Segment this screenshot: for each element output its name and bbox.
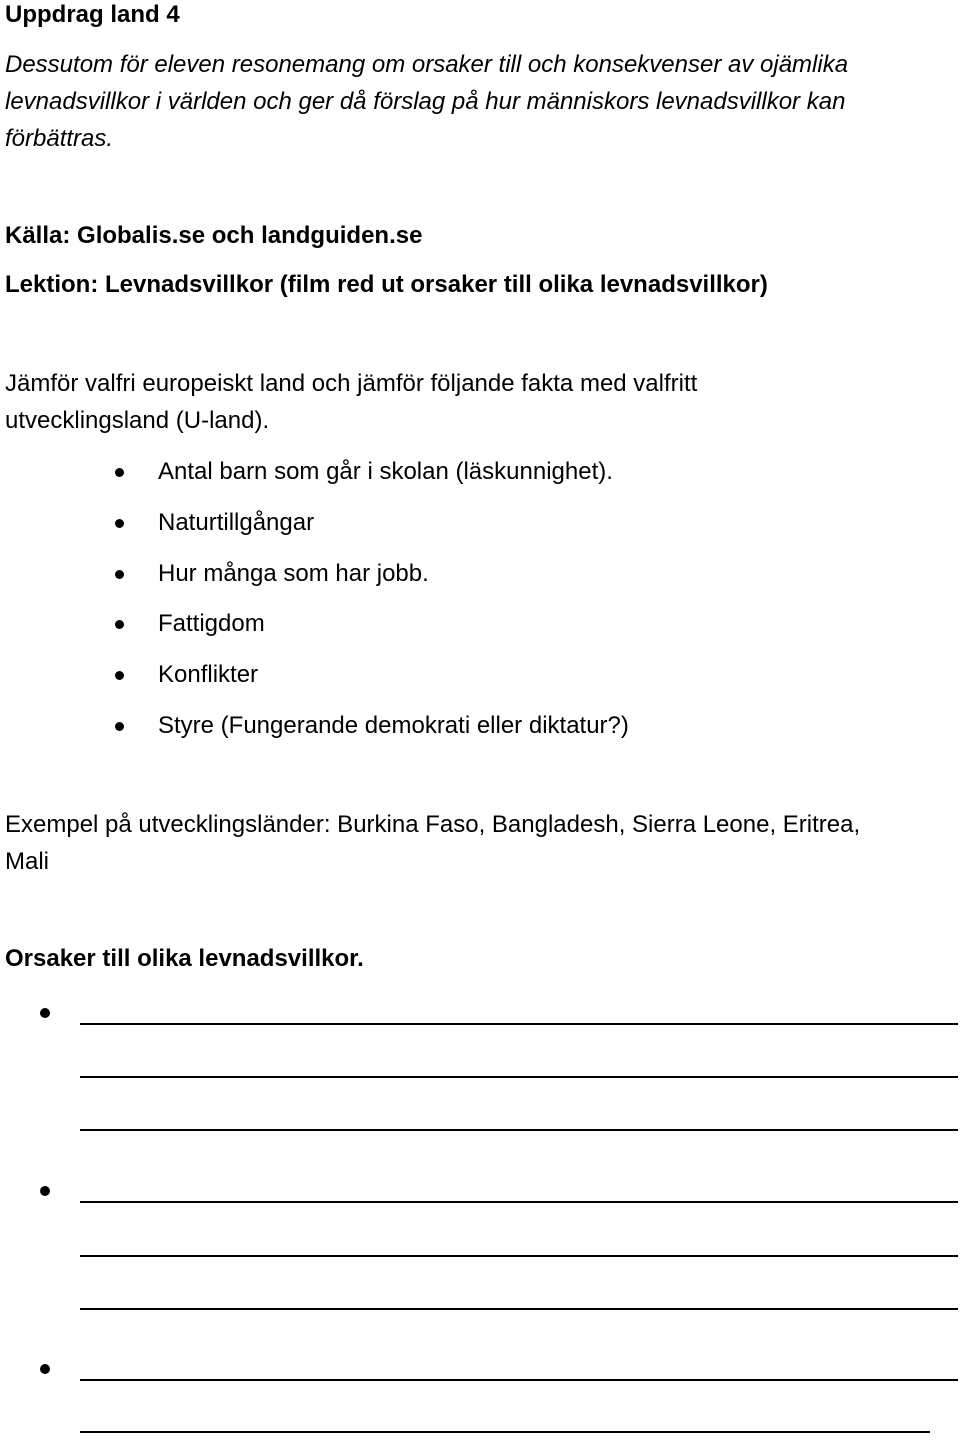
bullet-icon: [115, 722, 124, 731]
bullet-icon: [40, 1364, 50, 1374]
bullet-icon: [40, 1186, 50, 1196]
answer-line[interactable]: [80, 1023, 958, 1025]
lesson-line: Lektion: Levnadsvillkor (film red ut orsaker till olika levnadsvillkor): [5, 271, 768, 298]
answer-line[interactable]: [80, 1129, 958, 1131]
examples-line: Exempel på utvecklingsländer: Burkina Faso, Bangladesh, Sierra Leone, Eritrea,: [5, 811, 861, 838]
bullet-icon: [115, 620, 124, 629]
answer-line[interactable]: [80, 1308, 958, 1310]
intro-line: levnadsvillkor i världen och ger då förslag på hur människors levnadsvillkor kan: [5, 88, 846, 115]
answer-line[interactable]: [80, 1076, 958, 1078]
bullet-icon: [115, 671, 124, 680]
task-line: utvecklingsland (U-land).: [5, 407, 270, 434]
list-item-text: Hur många som har jobb.: [158, 560, 429, 587]
list-item-text: Naturtillgångar: [158, 509, 315, 536]
answer-line[interactable]: [80, 1255, 958, 1257]
list-item-text: Fattigdom: [158, 610, 265, 637]
answer-line[interactable]: [80, 1431, 930, 1433]
intro-line: Dessutom för eleven resonemang om orsaker till och konsekvenser av ojämlika: [5, 51, 849, 78]
task-line: Jämför valfri europeiskt land och jämför följande fakta med valfritt: [5, 370, 698, 397]
bullet-icon: [115, 519, 124, 528]
answer-line[interactable]: [80, 1201, 958, 1203]
source-line: Källa: Globalis.se och landguiden.se: [5, 222, 423, 249]
list-item-text: Antal barn som går i skolan (läskunnighet).: [158, 458, 613, 485]
list-item-text: Konflikter: [158, 661, 259, 688]
list-item-text: Styre (Fungerande demokrati eller diktatur?): [158, 712, 629, 739]
answer-line[interactable]: [80, 1379, 958, 1381]
bullet-icon: [40, 1008, 50, 1018]
bullet-icon: [115, 570, 124, 579]
causes-heading: Orsaker till olika levnadsvillkor.: [5, 945, 364, 972]
examples-line: Mali: [5, 848, 50, 875]
assignment-heading: Uppdrag land 4: [5, 1, 180, 28]
intro-line: förbättras.: [5, 125, 114, 152]
bullet-icon: [115, 468, 124, 477]
